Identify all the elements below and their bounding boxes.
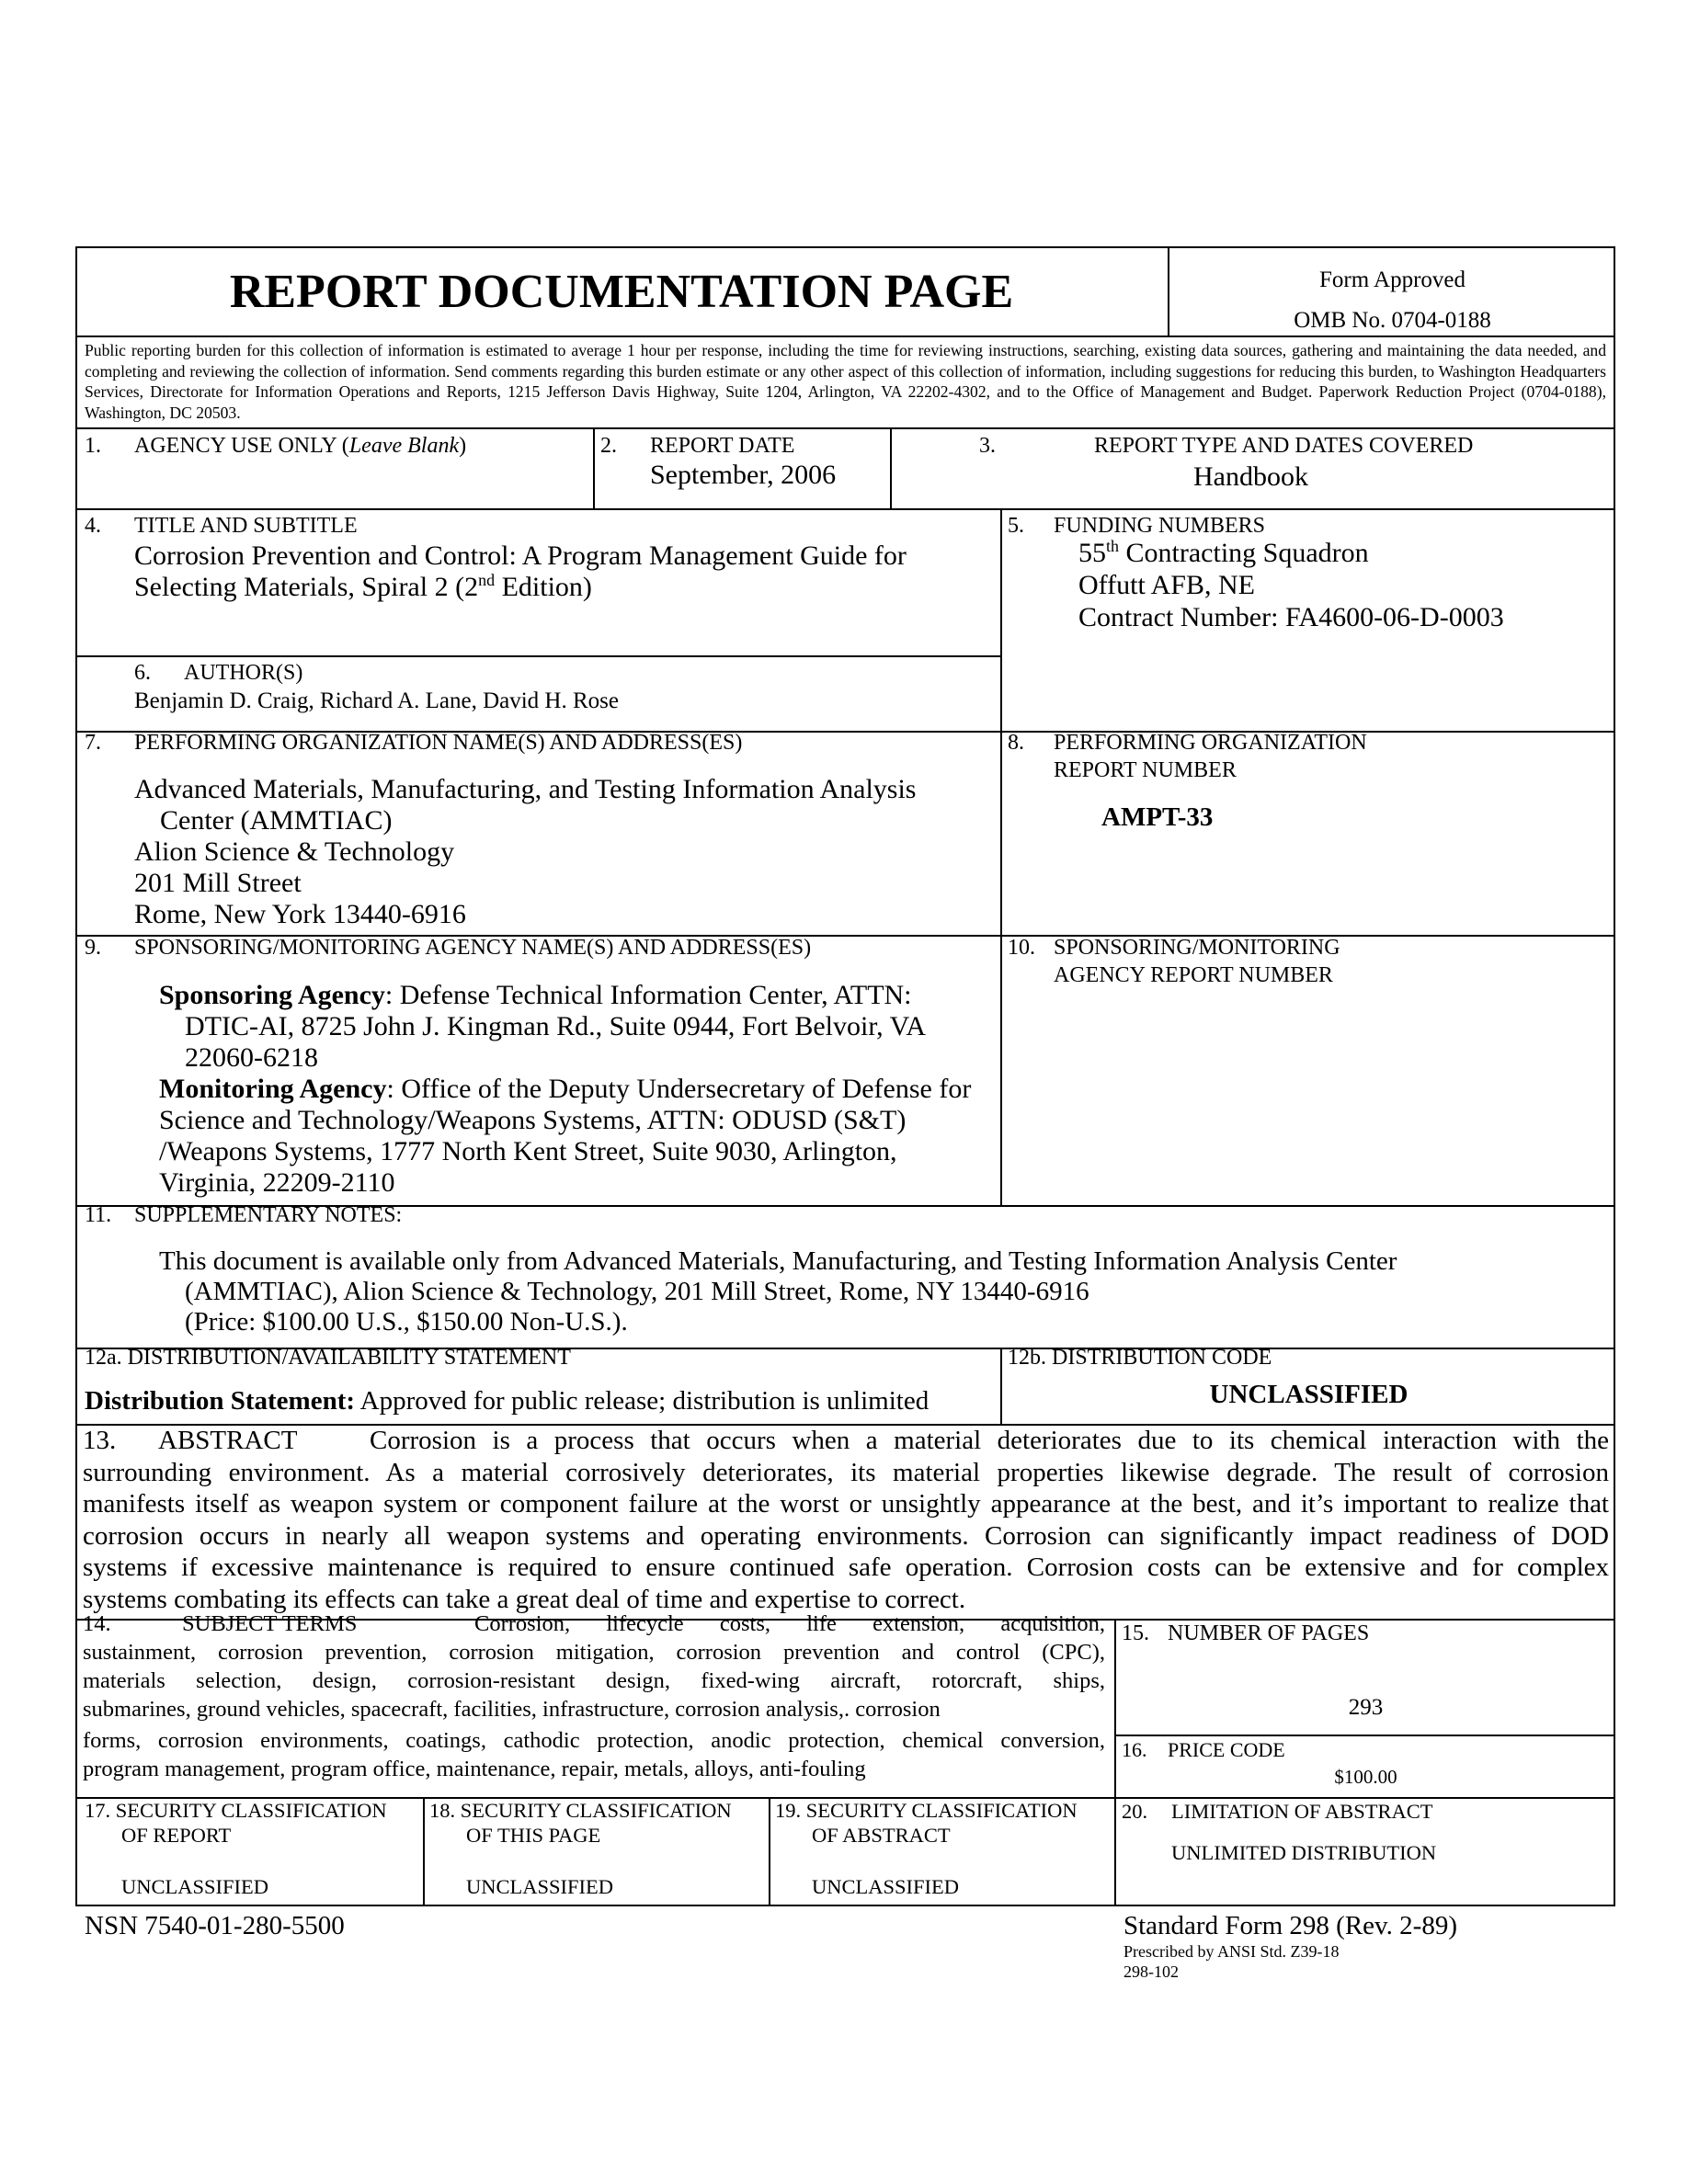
field-5-label: 5. FUNDING NUMBERS [1008,514,1266,538]
standard-form: Standard Form 298 (Rev. 2-89) [1123,1911,1457,1940]
field-12b-label: 12b. DISTRIBUTION CODE [1008,1346,1272,1370]
field-19-label: 19. SECURITY CLASSIFICATION OF ABSTRACT [775,1799,1078,1847]
field-16-label: 16. PRICE CODE [1122,1738,1285,1761]
subject-terms: 14. SUBJECT TERMS Corrosion, lifecycle costs, life extension, acquisition, sustainment, corrosion prevention, corrosion mitigation, corrosion prevention and control (CPC), materials selection, design, corrosion-resistant design, fixed-wing aircraft, rotorcraft, ships, submarines, ground vehicles, spacecraft, facilities, infrastructure, corrosion analysis,. corrosion forms, corrosion environments, coatings, cathodic protection, anodic protection, chemical conversion, program management, program office, maintenance, repair, metals, alloys, anti-fouling [83,1611,1105,1781]
page-classification: UNCLASSIFIED [466,1875,614,1898]
field-2-label: 2. REPORT DATE [600,434,795,458]
field-8-label: 8. PERFORMING ORGANIZATION REPORT NUMBER [1008,731,1367,782]
field-10-label: 10. SPONSORING/MONITORING AGENCY REPORT NUMBER [1008,936,1340,987]
nsn-number: NSN 7540-01-280-5500 [85,1911,345,1940]
report-date: September, 2006 [650,460,837,490]
report-classification: UNCLASSIFIED [121,1875,269,1898]
limitation-of-abstract: UNLIMITED DISTRIBUTION [1171,1841,1437,1864]
field-18-label: 18. SECURITY CLASSIFICATION OF THIS PAGE [429,1799,732,1847]
field-4-label: 4. TITLE AND SUBTITLE [85,514,358,538]
monitoring-agency: Monitoring Agency: Office of the Deputy Undersecretary of Defense for Science and Technology/Weapons Systems, ATTN: ODUSD (S&T) /Weapons Systems, 1777 North Kent Street, Suite 9030, Arlington, Virginia, 22209-2110 [159,1074,972,1198]
report-number: AMPT-33 [1101,802,1214,832]
supplementary-notes: This document is available only from Advanced Materials, Manufacturing, and Testing Information Analysis Center (AMMTIAC), Alion Science & Technology, 201 Mill Street, Rome, NY 13440-6916 (Price: $100.00 U.S., $150.00 Non-U.S.). [159,1246,1397,1337]
burden-statement: Public reporting burden for this collection of information is estimated to average 1 hour per response, including the time for reviewing instructions, searching, existing data sources, gathering and maintaining the data needed, and completing and reviewing the collection of information. Send comments regarding this burden estimate or any other aspect of this collection of information, including suggestions for reducing this burden, to Washington Headquarters Services, Directorate for Information Operations and Reports, 1215 Jefferson Davis Highway, Suite 1204, Arlington, VA 22202-4302, and to the Office of Management and Budget. Paperwork Reduction Project (0704-0188), Washington, DC 20503. [85,341,1606,422]
authors: Benjamin D. Craig, Richard A. Lane, David H. Rose [134,688,619,713]
field-20-label: 20. LIMITATION OF ABSTRACT [1122,1800,1433,1823]
abstract: 13. ABSTRACT Corrosion is a process that occurs when a material deteriorates due to its chemical interaction with the surrounding environment. As a material corrosively deteriorates, its material properties likewise degrade. The result of corrosion manifests itself as weapon system or component failure at the worst or unsightly appearance at the best, and it’s important to realize that corrosion occurs in nearly all weapon systems and operating environments. Corrosion can significantly impact readiness of DOD systems if excessive maintenance is required to ensure continued safe operation. Corrosion costs can be extensive and for complex systems combating its effects can take a great deal of time and expertise to correct. [83,1426,1609,1614]
distribution-statement: Distribution Statement: Approved for public release; distribution is unlimited [85,1386,930,1416]
report-type: Handbook [1193,461,1308,492]
divider [75,427,1615,429]
divider [890,427,892,510]
abstract-classification: UNCLASSIFIED [812,1875,960,1898]
field-11-label: 11. SUPPLEMENTARY NOTES: [85,1203,403,1227]
divider [423,1797,425,1906]
divider [75,336,1615,337]
field-17-label: 17. SECURITY CLASSIFICATION OF REPORT [85,1799,387,1847]
field-1-label: 1. AGENCY USE ONLY (Leave Blank) [85,434,467,458]
performing-org-address: Advanced Materials, Manufacturing, and Testing Information Analysis Center (AMMTIAC) Alion Science & Technology 201 Mill Street Rome, New York 13440-6916 [134,774,917,929]
price-code: $100.00 [1334,1766,1397,1788]
field-7-label: 7. PERFORMING ORGANIZATION NAME(S) AND ADDRESS(ES) [85,731,743,755]
divider [769,1797,770,1906]
sponsoring-agency: Sponsoring Agency: Defense Technical Information Center, ATTN: DTIC-AI, 8725 John J. Kingman Rd., Suite 0944, Fort Belvoir, VA 22060-6218 [159,980,927,1073]
omb-number: OMB No. 0704-0188 [1294,308,1491,333]
field-3-label: REPORT TYPE AND DATES COVERED [1094,434,1474,458]
distribution-code: UNCLASSIFIED [1209,1380,1409,1409]
field-6-label: 6. AUTHOR(S) [134,661,303,685]
page-title: REPORT DOCUMENTATION PAGE [229,266,1014,318]
field-15-label: 15. NUMBER OF PAGES [1122,1621,1370,1645]
number-of-pages: 293 [1348,1695,1384,1720]
form-code: 298-102 [1123,1962,1179,1981]
funding-numbers: 55th Contracting Squadron Offutt AFB, NE Contract Number: FA4600-06-D-0003 [1078,537,1504,632]
prescribed-by: Prescribed by ANSI Std. Z39-18 [1123,1942,1340,1961]
field-12a-label: 12a. DISTRIBUTION/AVAILABILITY STATEMENT [85,1346,571,1370]
report-title: Corrosion Prevention and Control: A Program Management Guide for Selecting Materials, Spiral 2 (2nd Edition) [134,540,907,602]
divider [75,508,1615,510]
field-9-label: 9. SPONSORING/MONITORING AGENCY NAME(S) AND ADDRESS(ES) [85,936,812,960]
form-approved-label: Form Approved [1318,267,1466,292]
divider [75,655,1002,657]
divider [1000,508,1002,1205]
field-3-number: 3. [979,434,996,458]
divider [593,427,595,510]
